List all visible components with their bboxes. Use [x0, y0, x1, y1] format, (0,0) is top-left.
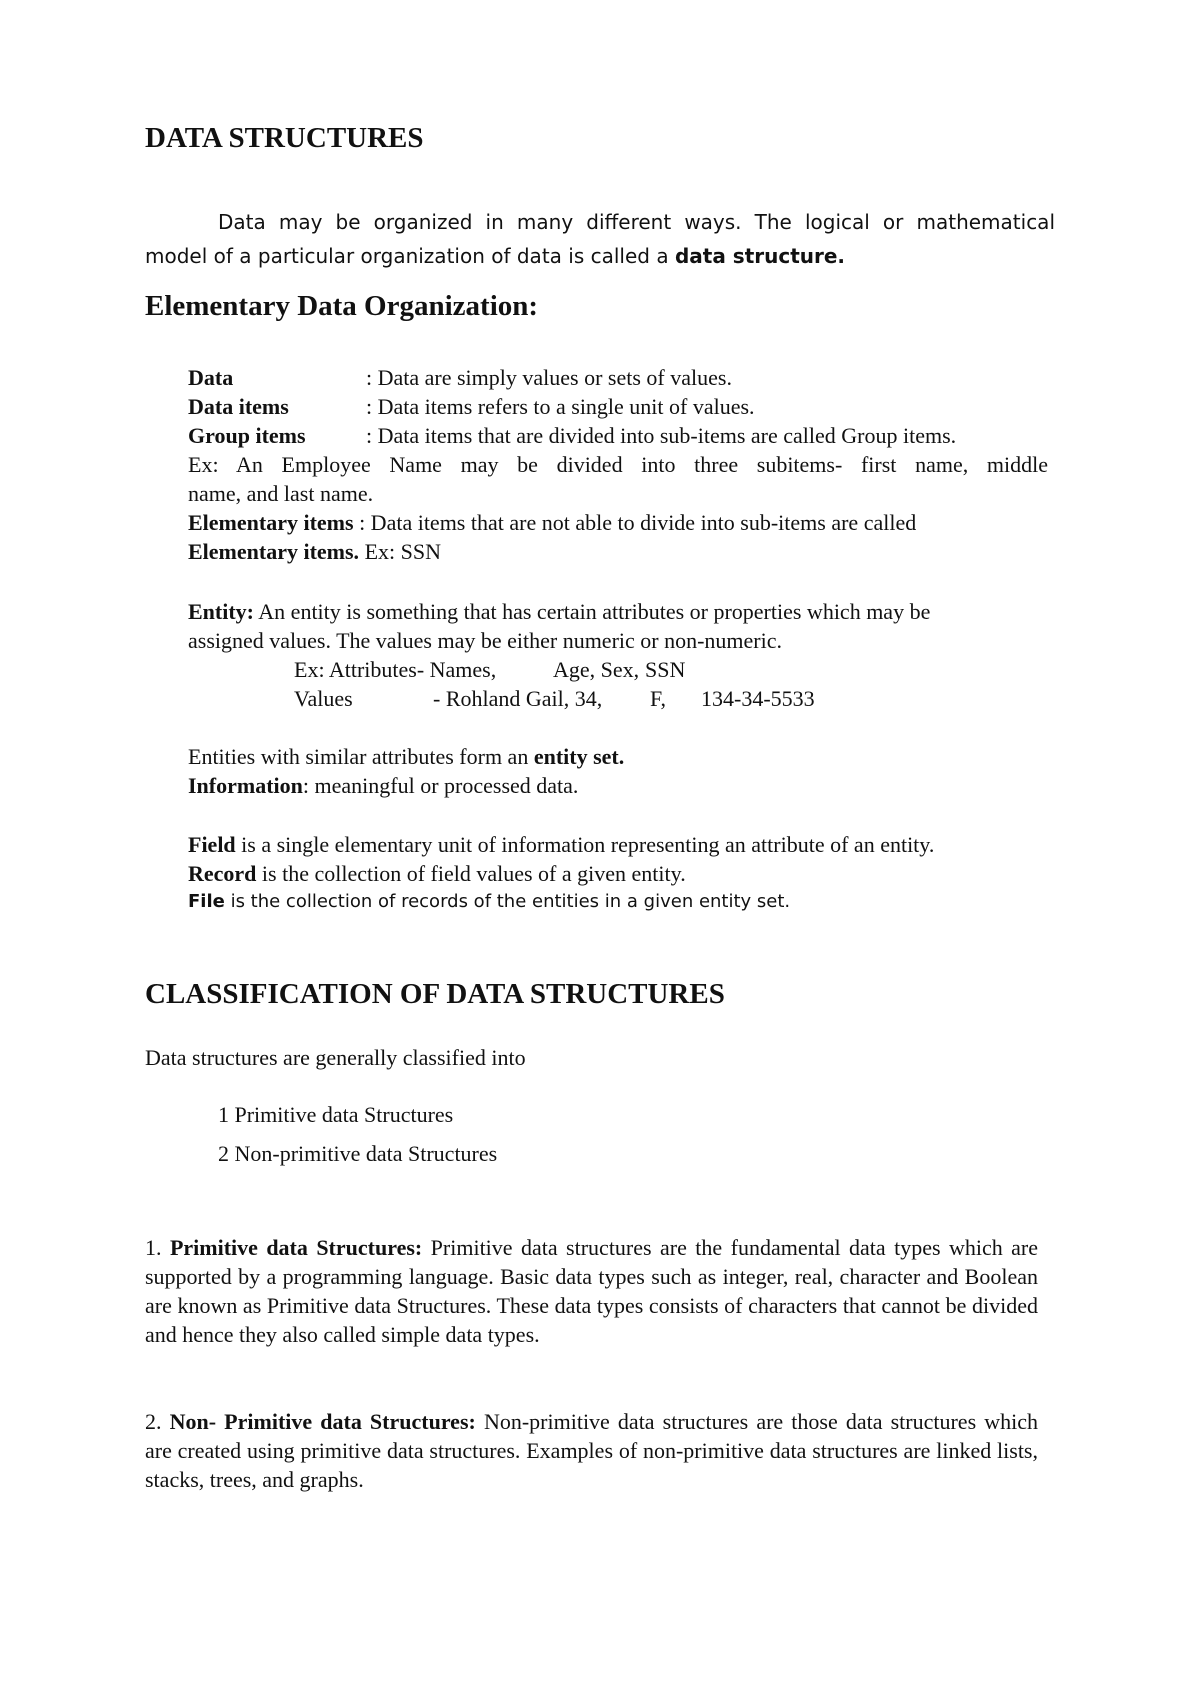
- entity-set-line: [188, 742, 624, 771]
- def-data-items-term: Data items: [188, 394, 289, 419]
- information-line: [188, 771, 578, 800]
- attributes-names: Ex: Attributes- Names,: [294, 657, 497, 682]
- record-term: Record: [188, 861, 257, 886]
- information-term: Information: [188, 773, 303, 798]
- non-primitive-number: 2.: [145, 1409, 170, 1434]
- attributes-ssn: SSN: [645, 657, 686, 682]
- def-group-items: [188, 421, 956, 450]
- file-line: [188, 887, 790, 916]
- field-line: [188, 830, 934, 859]
- def-elementary-items-ex: Ex: SSN: [359, 539, 441, 564]
- intro-line-2-text: model of a particular organization of data is called a: [145, 244, 675, 268]
- intro-data-structure-term: data structure.: [674, 244, 846, 268]
- def-elementary-items: [188, 508, 916, 537]
- primitive-number: 1.: [145, 1235, 170, 1260]
- file-text: is the collection of records of the entities in a given entity set.: [224, 891, 791, 912]
- values-label: Values: [294, 686, 353, 711]
- def-data: [188, 363, 732, 392]
- elementary-heading: Elementary Data Organization:: [145, 290, 539, 322]
- information-text: : meaningful or processed data.: [302, 773, 579, 798]
- entity-example-values: [294, 684, 815, 713]
- intro-line-2: [145, 239, 845, 273]
- classification-heading: CLASSIFICATION OF DATA STRUCTURES: [145, 978, 725, 1010]
- non-primitive-paragraph: [145, 1407, 1038, 1494]
- primitive-paragraph: [145, 1233, 1038, 1349]
- def-elementary-items-term-2: Elementary items.: [188, 539, 360, 564]
- def-elementary-items-example: [188, 537, 441, 566]
- entity-set-text: Entities with similar attributes form an: [188, 744, 534, 769]
- primitive-text: Primitive data structures are the fundamental data types which are supported by a programming language. Basic data types such as integer, real, character and Boolean are known as Primitive data Structures. These data types consists of characters that cannot be divided and hence they also called simple data types.: [145, 1235, 1038, 1347]
- attributes-age-sex: Age, Sex,: [553, 657, 640, 682]
- entity-text-1: An entity is something that has certain attributes or properties which may be: [254, 599, 931, 624]
- classification-item-1: 1 Primitive data Structures: [218, 1102, 454, 1127]
- values-name-age: - Rohland Gail, 34,: [433, 686, 603, 711]
- entity-line-2: assigned values. The values may be either numeric or non-numeric.: [188, 628, 783, 653]
- page-title: DATA STRUCTURES: [145, 122, 424, 154]
- record-text: is the collection of field values of a given entity.: [256, 861, 686, 886]
- record-line: [188, 859, 686, 888]
- intro-line-1: Data may be organized in many different ways. The logical or mathematical: [218, 210, 1055, 234]
- classification-intro: Data structures are generally classified into: [145, 1045, 526, 1070]
- entity-set-term: entity set.: [533, 744, 625, 769]
- field-term: Field: [188, 832, 236, 857]
- entity-term: Entity:: [188, 599, 254, 624]
- non-primitive-text: Non-primitive data structures are those data structures which are created using primitive data structures. Examples of non-primitive data structures are linked lists, stacks, trees, and graphs.: [145, 1409, 1039, 1492]
- def-data-items: [188, 392, 755, 421]
- def-group-items-term: Group items: [188, 423, 306, 448]
- group-example-line-1: Ex: An Employee Name may be divided into three subitems- first name, middle: [188, 452, 1048, 477]
- group-example-line-2: name, and last name.: [188, 481, 374, 506]
- def-data-term: Data: [188, 365, 234, 390]
- def-elementary-items-text: : Data items that are not able to divide into sub-items are called: [353, 510, 917, 535]
- classification-item-2: 2 Non-primitive data Structures: [218, 1141, 498, 1166]
- def-elementary-items-term: Elementary items: [188, 510, 354, 535]
- file-term: File: [188, 891, 225, 912]
- primitive-term: Primitive data Structures:: [169, 1235, 423, 1260]
- entity-example-attributes: [294, 655, 685, 684]
- non-primitive-term: Non- Primitive data Structures:: [169, 1409, 476, 1434]
- def-data-items-text: : Data items refers to a single unit of values.: [366, 394, 755, 419]
- def-data-text: : Data are simply values or sets of values.: [366, 365, 732, 390]
- entity-line-1: [188, 597, 930, 626]
- field-text: is a single elementary unit of information representing an attribute of an entity.: [235, 832, 935, 857]
- values-sex: F,: [650, 686, 666, 711]
- values-ssn: 134-34-5533: [701, 686, 815, 711]
- def-group-items-text: : Data items that are divided into sub-items are called Group items.: [366, 423, 957, 448]
